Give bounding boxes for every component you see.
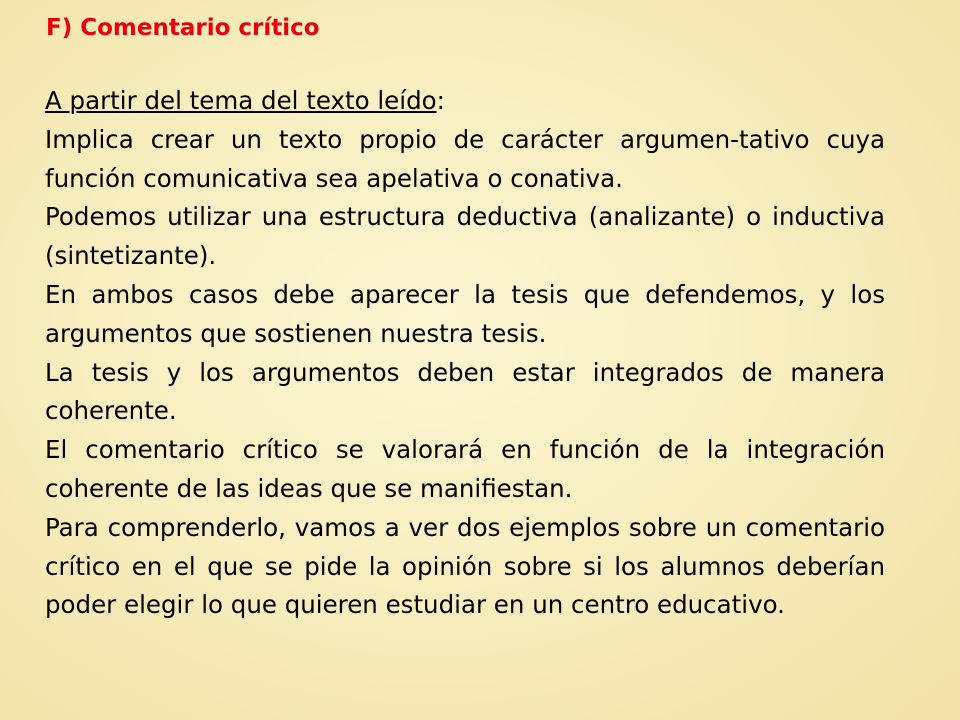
intro-label: A partir del tema del texto leído (45, 86, 437, 115)
paragraph-coherence: La tesis y los argumentos deben estar integrados de manera coherente. (45, 357, 885, 426)
intro-line (45, 82, 885, 121)
paragraph-definition: Implica crear un texto propio de carácter argumen-tativo cuya función comunicativa sea apelativa o conativa. (45, 124, 885, 193)
paragraph-evaluation: El comentario crítico se valorará en función de la integración coherente de las ideas que se manifiestan. (45, 435, 885, 503)
slide-body (45, 82, 885, 625)
paragraph-thesis: En ambos casos debe aparecer la tesis que defendemos, y los argumentos que sostienen nuestra tesis. (45, 279, 885, 348)
slide-title: F) Comentario crítico (46, 15, 320, 41)
intro-colon: : (436, 86, 445, 115)
paragraph-structure: Podemos utilizar una estructura deductiva (analizante) o inductiva (sintetizante). (45, 202, 885, 271)
paragraph-examples: Para comprenderlo, vamos a ver dos ejemplos sobre un comentario crítico en el que se pide la opinión sobre si los alumnos deberían poder elegir lo que quieren estudiar en un centro educativo. (45, 512, 885, 620)
